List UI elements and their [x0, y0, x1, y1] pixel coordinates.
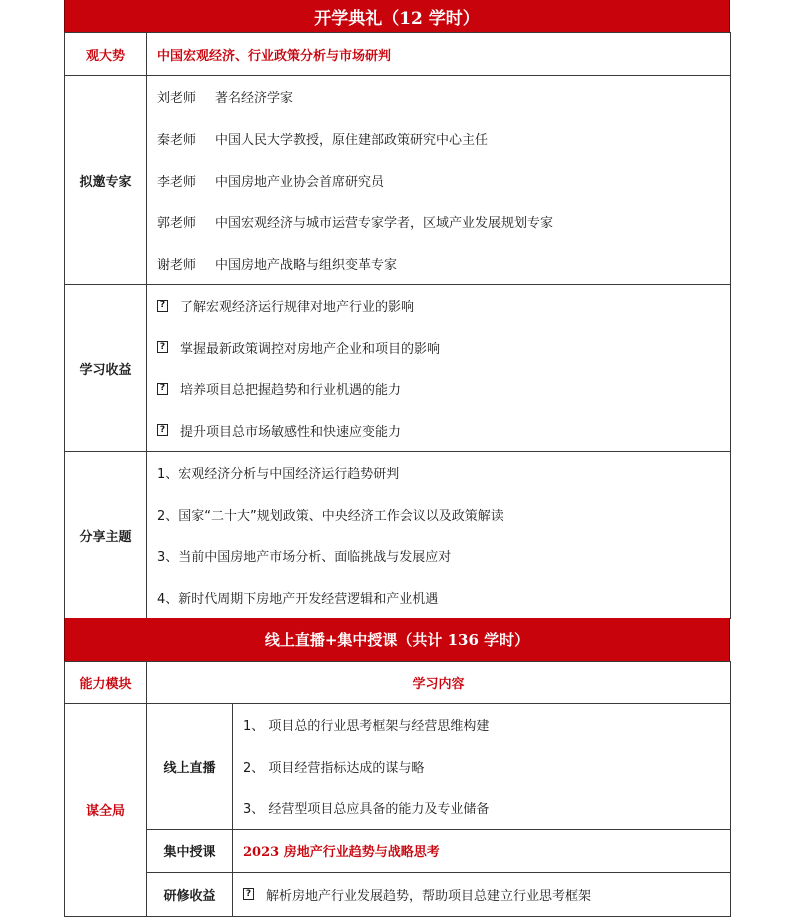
benefits-row — [65, 285, 731, 452]
opening-ceremony-title: 开学典礼（12 学时） — [64, 0, 730, 32]
checkbox-icon: ? — [157, 383, 168, 395]
course-title: 线上直播+集中授课（共计 136 学时） — [64, 618, 730, 661]
macro-value: 中国宏观经济、行业政策分析与市场研判 — [147, 33, 731, 76]
topics-row — [65, 452, 731, 619]
intensive-row — [65, 829, 731, 872]
opening-table — [64, 32, 731, 619]
expert-item — [157, 159, 730, 201]
checkbox-icon: ? — [157, 424, 168, 436]
checkbox-icon: ? — [243, 888, 254, 900]
experts-label: 拟邀专家 — [65, 76, 147, 285]
module-header: 能力模块 — [65, 662, 147, 704]
benefit-item — [157, 285, 730, 327]
topics-list — [147, 452, 731, 619]
expert-item — [157, 118, 730, 160]
expert-item — [157, 201, 730, 243]
intensive-value: 2023 房地产行业趋势与战略思考 — [233, 829, 731, 872]
gain-item — [243, 885, 730, 904]
topic-item: 2、国家“二十大”规划政策、中央经济工作会议以及政策解读 — [157, 508, 504, 524]
experts-row — [65, 76, 731, 285]
benefits-label: 学习收益 — [65, 285, 147, 452]
expert-desc: 中国人民大学教授，原住建部政策研究中心主任 — [215, 132, 489, 148]
macro-label: 观大势 — [65, 33, 147, 76]
experts-list — [147, 76, 731, 285]
live-item: 1、 项目总的行业思考框架与经营思维构建 — [243, 719, 490, 735]
expert-item — [157, 76, 730, 118]
expert-desc: 中国房地产业协会首席研究员 — [215, 174, 385, 190]
content-header: 学习内容 — [147, 662, 731, 704]
expert-name: 郭老师 — [157, 216, 197, 232]
gain-text: 解析房地产行业发展趋势，帮助项目总建立行业思考框架 — [266, 888, 592, 904]
live-label: 线上直播 — [147, 704, 233, 830]
course-header-row — [65, 662, 731, 704]
benefit-item — [157, 327, 730, 369]
checkbox-icon: ? — [157, 300, 168, 312]
live-row — [65, 704, 731, 830]
benefits-list — [147, 285, 731, 452]
benefit-text: 了解宏观经济运行规律对地产行业的影响 — [180, 300, 415, 316]
expert-desc: 中国房地产战略与组织变革专家 — [215, 257, 398, 273]
topic-item: 4、新时代周期下房地产开发经营逻辑和产业机遇 — [157, 591, 439, 607]
expert-item — [157, 242, 730, 284]
benefit-text: 培养项目总把握趋势和行业机遇的能力 — [180, 383, 402, 399]
benefit-item — [157, 368, 730, 410]
benefit-text: 提升项目总市场敏感性和快速应变能力 — [180, 424, 402, 440]
expert-name: 刘老师 — [157, 91, 197, 107]
live-item: 3、 经营型项目总应具备的能力及专业储备 — [243, 802, 490, 818]
intensive-label: 集中授课 — [147, 829, 233, 872]
module-name: 谋全局 — [65, 704, 147, 917]
gain-row — [65, 872, 731, 916]
expert-name: 李老师 — [157, 174, 197, 190]
expert-desc: 著名经济学家 — [215, 91, 294, 107]
expert-name: 秦老师 — [157, 132, 197, 148]
course-table — [64, 661, 731, 917]
live-list — [233, 704, 731, 830]
expert-name: 谢老师 — [157, 257, 197, 273]
checkbox-icon: ? — [157, 341, 168, 353]
macro-row — [65, 33, 731, 76]
topics-label: 分享主题 — [65, 452, 147, 619]
live-item: 2、 项目经营指标达成的谋与略 — [243, 760, 425, 776]
expert-desc: 中国宏观经济与城市运营专家学者，区域产业发展规划专家 — [215, 216, 554, 232]
gain-label: 研修收益 — [147, 872, 233, 916]
benefit-item — [157, 410, 730, 452]
topic-item: 1、宏观经济分析与中国经济运行趋势研判 — [157, 467, 400, 483]
benefit-text: 掌握最新政策调控对房地产企业和项目的影响 — [180, 341, 441, 357]
topic-item: 3、当前中国房地产市场分析、面临挑战与发展应对 — [157, 550, 452, 566]
gain-cell — [233, 872, 731, 916]
